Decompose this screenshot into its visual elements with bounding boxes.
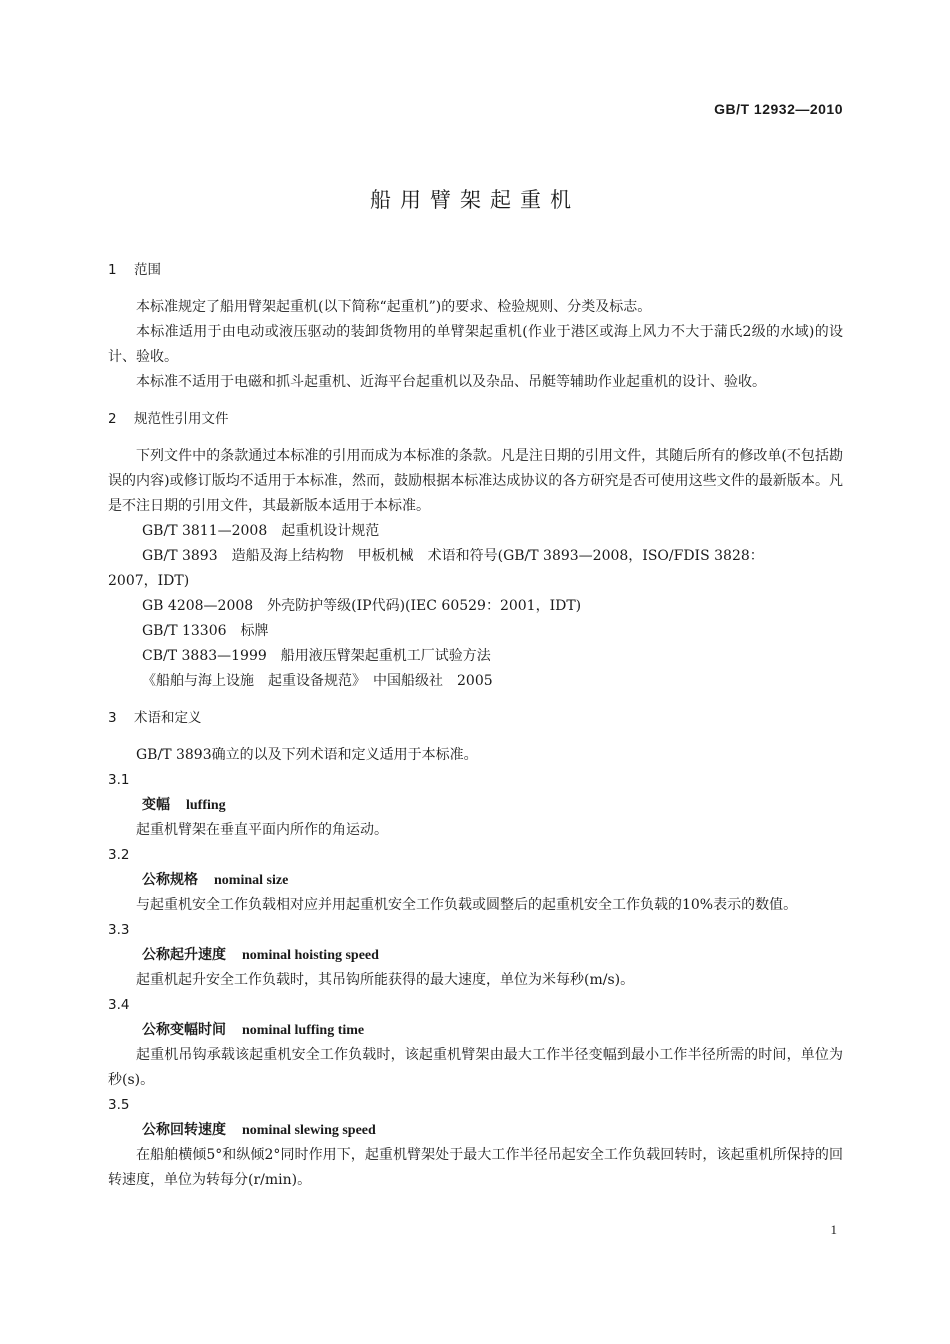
paragraph: GB/T 3893确立的以及下列术语和定义适用于本标准。	[136, 747, 478, 763]
document-body	[108, 258, 843, 1193]
clause-number: 3.2	[108, 847, 130, 863]
page-number: 1	[830, 1222, 837, 1237]
reference-item-continuation: 2007，IDT)	[108, 573, 190, 589]
reference-item: GB/T 3811—2008 起重机设计规范	[142, 523, 380, 539]
reference-item: GB 4208—2008 外壳防护等级(IP代码)(IEC 60529：2001，IDT)	[142, 598, 582, 614]
term-definition: 起重机吊钩承载该起重机安全工作负载时，该起重机臂架由最大工作半径变幅到最小工作半径所需的时间，单位为秒(s)。	[108, 1047, 843, 1088]
term-definition: 起重机起升安全工作负载时，其吊钩所能获得的最大速度，单位为米每秒(m/s)。	[136, 972, 635, 988]
term-heading	[108, 868, 843, 893]
term-chinese: 变幅	[142, 797, 170, 813]
reference-item: GB/T 13306 标牌	[142, 623, 269, 639]
term-english: nominal size	[214, 873, 289, 888]
paragraph: 本标准不适用于电磁和抓斗起重机、近海平台起重机以及杂品、吊艇等辅助作业起重机的设计、验收。	[136, 374, 766, 390]
term-chinese: 公称变幅时间	[142, 1022, 226, 1038]
term-heading	[108, 1018, 843, 1043]
paragraph: 下列文件中的条款通过本标准的引用而成为本标准的条款。凡是注日期的引用文件，其随后所有的修改单(不包括勘误的内容)或修订版均不适用于本标准，然而，鼓励根据本标准达成协议的各方研究是否可使用这些文件的最新版本。凡是不注日期的引用文件，其最新版本适用于本标准。	[108, 448, 843, 514]
term-heading	[108, 793, 843, 818]
term-english: nominal hoisting speed	[242, 948, 379, 963]
paragraph: 本标准规定了船用臂架起重机(以下简称“起重机”)的要求、检验规则、分类及标志。	[136, 299, 652, 315]
section-title: 术语和定义	[134, 710, 202, 726]
section-number: 3	[108, 710, 117, 726]
term-definition: 与起重机安全工作负载相对应并用起重机安全工作负载或圆整后的起重机安全工作负载的10%表示的数值。	[136, 897, 798, 913]
term-english: nominal slewing speed	[242, 1123, 376, 1138]
term-heading	[108, 943, 843, 968]
standard-code: GB/T 12932—2010	[714, 101, 843, 117]
term-chinese: 公称起升速度	[142, 947, 226, 963]
term-heading	[108, 1118, 843, 1143]
term-definition: 在船舶横倾5°和纵倾2°同时作用下，起重机臂架处于最大工作半径吊起安全工作负载回转时，该起重机所保持的回转速度，单位为转每分(r/min)。	[108, 1147, 843, 1188]
clause-number: 3.4	[108, 997, 130, 1013]
clause-number: 3.3	[108, 922, 130, 938]
reference-item: CB/T 3883—1999 船用液压臂架起重机工厂试验方法	[142, 648, 491, 664]
reference-item: GB/T 3893 造船及海上结构物 甲板机械 术语和符号(GB/T 3893—2008，ISO/FDIS 3828：	[142, 548, 764, 564]
clause-number: 3.5	[108, 1097, 130, 1113]
term-english: luffing	[186, 798, 226, 813]
term-english: nominal luffing time	[242, 1023, 365, 1038]
section-heading-3	[108, 706, 843, 731]
reference-item: 《船舶与海上设施 起重设备规范》 中国船级社 2005	[142, 673, 493, 689]
section-number: 1	[108, 262, 117, 278]
section-heading-2	[108, 407, 843, 432]
document-title: 船用臂架起重机	[370, 188, 580, 212]
term-chinese: 公称回转速度	[142, 1122, 226, 1138]
term-chinese: 公称规格	[142, 872, 198, 888]
section-number: 2	[108, 411, 117, 427]
paragraph: 本标准适用于由电动或液压驱动的装卸货物用的单臂架起重机(作业于港区或海上风力不大于蒲氏2级的水域)的设计、验收。	[108, 324, 843, 365]
clause-number: 3.1	[108, 772, 130, 788]
term-definition: 起重机臂架在垂直平面内所作的角运动。	[136, 822, 388, 838]
section-heading-1	[108, 258, 843, 283]
section-title: 范围	[134, 262, 161, 278]
section-title: 规范性引用文件	[134, 411, 229, 427]
